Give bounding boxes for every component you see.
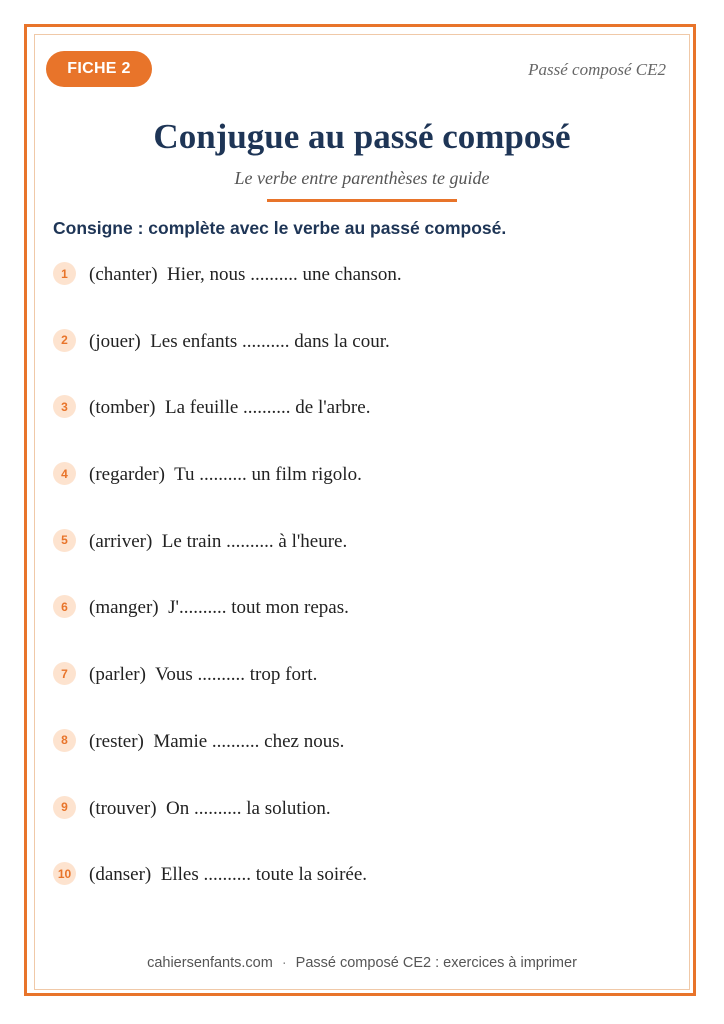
exercise-text: (arriver) Le train .......... à l'heure. (89, 530, 348, 552)
exercise-text: (danser) Elles .......... toute la soirée. (89, 864, 368, 886)
title-underline (267, 199, 457, 202)
exercise-number: 8 (53, 729, 76, 752)
exercise-number: 9 (53, 796, 76, 819)
exercise-text: (tomber) La feuille .......... de l'arbre. (89, 397, 371, 419)
fiche-badge: FICHE 2 (46, 51, 152, 87)
exercise-text: (rester) Mamie .......... chez nous. (89, 730, 345, 752)
footer-description: Passé composé CE2 : exercices à imprimer (295, 955, 577, 971)
exercise-number: 4 (53, 462, 76, 485)
exercise-text: (manger) J'.......... tout mon repas. (89, 597, 349, 619)
page-subtitle: Le verbe entre parenthèses te guide (234, 168, 490, 188)
exercise-number: 3 (53, 395, 76, 418)
exercise-item (53, 391, 653, 458)
exercise-item (53, 525, 653, 592)
exercise-number: 5 (53, 529, 76, 552)
exercise-item (53, 725, 653, 792)
exercise-item (53, 325, 653, 392)
exercise-number: 10 (53, 862, 76, 885)
exercise-item (53, 792, 653, 859)
exercise-text: (jouer) Les enfants .......... dans la cour. (89, 330, 390, 352)
exercise-number: 6 (53, 595, 76, 618)
exercise-item (53, 591, 653, 658)
instruction: Consigne : complète avec le verbe au passé composé. (53, 218, 507, 238)
footer (0, 955, 724, 971)
exercise-item (53, 258, 653, 325)
exercise-number: 1 (53, 262, 76, 285)
header-tag: Passé composé CE2 (528, 60, 666, 79)
exercise-item (53, 658, 653, 725)
exercise-text: (parler) Vous .......... trop fort. (89, 664, 318, 686)
exercise-item (53, 458, 653, 525)
exercise-number: 7 (53, 662, 76, 685)
exercise-text: (trouver) On .......... la solution. (89, 797, 331, 819)
footer-site: cahiersenfants.com (147, 955, 273, 971)
exercise-item (53, 858, 653, 925)
page-title: Conjugue au passé composé (153, 117, 571, 156)
footer-separator: · (281, 955, 287, 971)
exercise-number: 2 (53, 329, 76, 352)
exercise-text: (chanter) Hier, nous .......... une chanson. (89, 264, 402, 285)
exercise-text: (regarder) Tu .......... un film rigolo. (89, 464, 362, 486)
exercise-list (53, 258, 653, 925)
